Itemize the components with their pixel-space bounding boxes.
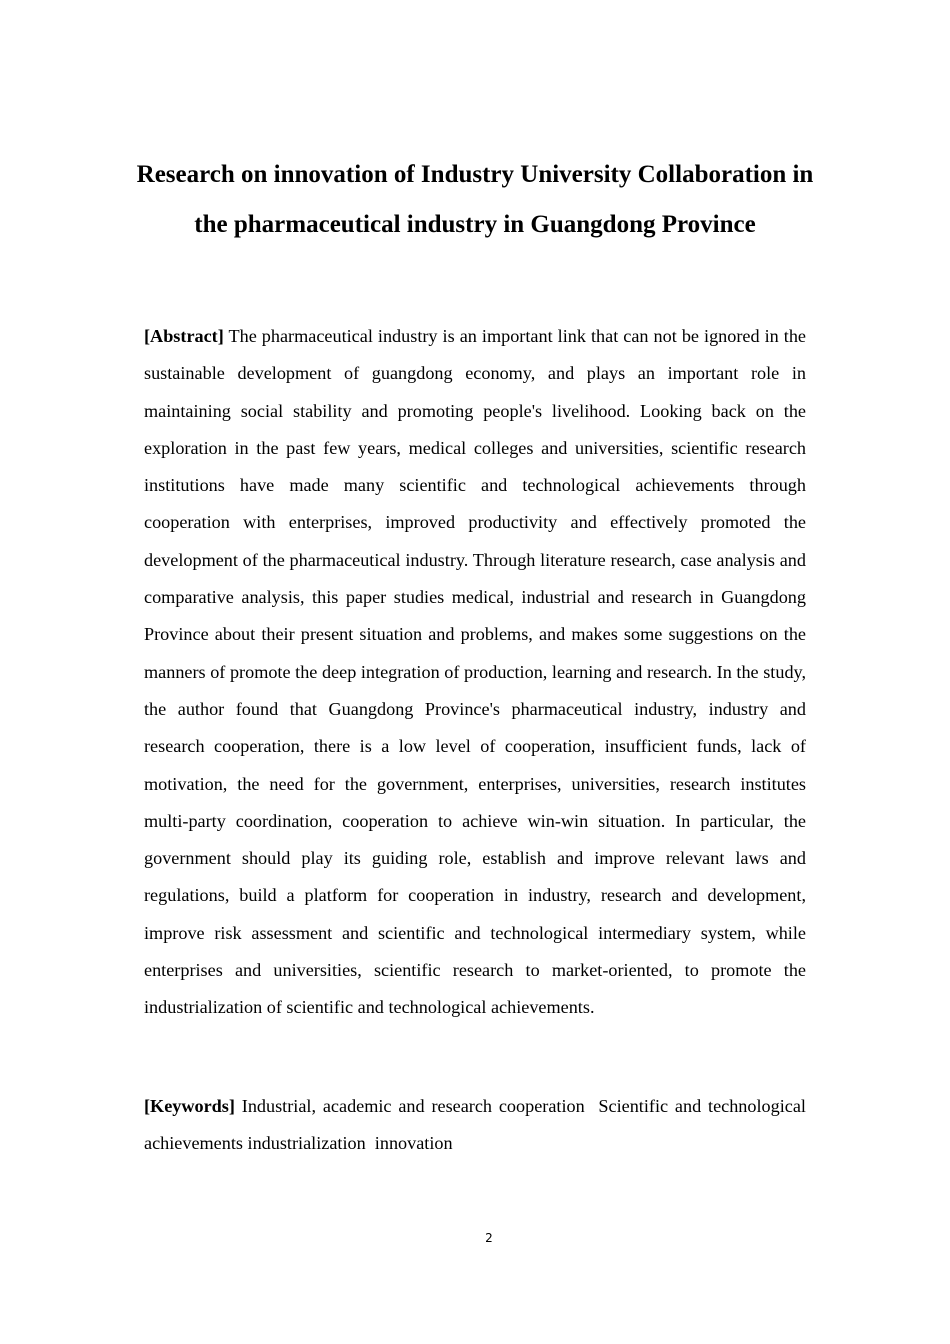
page-number: 2 <box>485 1231 493 1245</box>
keywords-text: Industrial, academic and research cooperation Scientific and technological achievements industrialization innovation <box>144 1096 811 1154</box>
keywords-label: [Keywords] <box>144 1096 235 1116</box>
keywords-paragraph <box>144 1088 811 1163</box>
abstract-text: The pharmaceutical industry is an important link that can not be ignored in the sustainable development of guangdong economy, and plays an important role in maintaining social stability and promoting people's livelihood. Looking back on the exploration in the past few years, medical colleges and universities, scientific research institutions have made many scientific and technological achievements through cooperation with enterprises, improved productivity and effectively promoted the development of the pharmaceutical industry. Through literature research, case analysis and comparative analysis, this paper studies medical, industrial and research in Guangdong Province about their present situation and problems, and makes some suggestions on the manners of promote the deep integration of production, learning and research. In the study, the author found that Guangdong Province's pharmaceutical industry, industry and research cooperation, there is a low level of cooperation, insufficient funds, lack of motivation, the need for the government, enterprises, universities, research institutes multi-party coordination, cooperation to achieve win-win situation. In particular, the government should play its guiding role, establish and improve relevant laws and regulations, build a platform for cooperation in industry, research and development, improve risk assessment and scientific and technological intermediary system, while enterprises and universities, scientific research to market-oriented, to promote the industrialization of scientific and technological achievements. <box>144 326 806 1018</box>
abstract-label: [Abstract] <box>144 326 224 346</box>
abstract-paragraph <box>144 318 806 1027</box>
paper-title: Research on innovation of Industry University Collaboration in the pharmaceutical industry in Guangdong Province <box>136 161 814 238</box>
